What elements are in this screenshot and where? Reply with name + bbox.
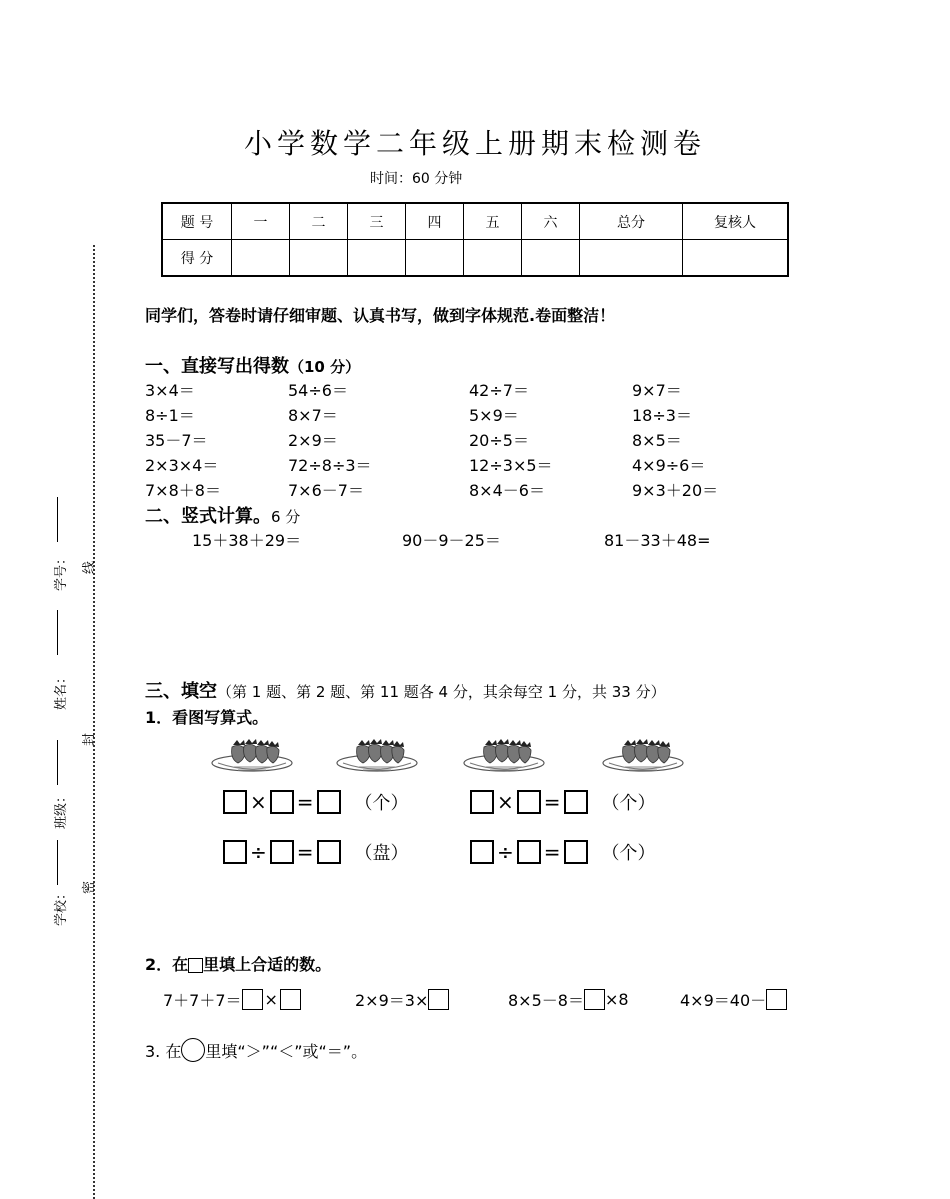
q1-left-multiply-row [223,789,409,815]
seal-feng: 封 [82,732,98,747]
q2-label [145,952,331,975]
q2-p1-text: 7＋7＋7＝ [163,991,242,1010]
section1-r2c3: 5×9＝ [469,406,519,425]
table-cell: 总分 [580,203,683,240]
name-blank [57,610,58,655]
section1-r1c4: 9×7＝ [632,381,682,400]
q1-right-divide-row [470,839,656,865]
answer-box[interactable] [517,790,541,814]
table-cell: 题 号 [162,203,232,240]
plate-3 [464,739,544,771]
answer-box[interactable] [470,790,494,814]
section1-points: （10 分） [289,358,361,376]
unit-label: （盘） [354,843,409,864]
section1-r4c3: 12÷3×5＝ [469,456,553,475]
section1-r4c2: 72÷8÷3＝ [288,456,372,475]
answer-box[interactable] [223,840,247,864]
section3-title: 三、填空 [145,681,217,702]
table-cell: 复核人 [683,203,789,240]
q2-p3-text: 8×5－8＝ [508,991,584,1010]
equals-sign: = [296,790,314,814]
answer-box[interactable] [280,989,301,1010]
q2-label-prefix: 2．在 [145,955,189,974]
score-cell [683,240,789,277]
q2-problem-4 [680,988,787,1011]
section1-r3c2: 2×9＝ [288,431,338,450]
q3-prefix: 3. 在 [145,1041,182,1061]
q3-suffix: 里填“＞”“＜”或“＝”。 [205,1041,368,1061]
section3-points: （第 1 题、第 2 题、第 11 题各 4 分，其余每空 1 分，共 33 分） [217,683,666,701]
q2-p3-op: ×8 [604,990,629,1009]
q1-label: 1．看图写算式。 [145,708,269,727]
section1-r2c4: 18÷3＝ [632,406,692,425]
section1-r2c2: 8×7＝ [288,406,338,425]
seal-xian: 线 [82,560,98,575]
score-cell [232,240,290,277]
answer-box[interactable] [584,989,605,1010]
times-sign: × [250,790,267,814]
unit-label: （个） [601,793,656,814]
times-sign: × [497,790,514,814]
equals-sign: = [543,790,561,814]
section2-problem-2: 90－9－25＝ [402,531,501,550]
table-cell: 得 分 [162,240,232,277]
school-label: 学校： [54,886,70,927]
answer-box[interactable] [223,790,247,814]
section2-problem-3: 81－33＋48= [604,531,711,550]
q1-right-multiply-row [470,789,656,815]
student-id-label: 学号： [54,551,70,592]
school-blank [57,840,58,885]
table-cell: 六 [522,203,580,240]
answer-box[interactable] [317,790,341,814]
table-cell: 二 [290,203,348,240]
student-id-blank [57,497,58,542]
section2-title: 二、竖式计算。 [145,506,271,527]
class-blank [57,740,58,785]
unit-label: （个） [354,793,409,814]
answer-box[interactable] [428,989,449,1010]
section1-r3c4: 8×5＝ [632,431,682,450]
section1-r2c1: 8÷1＝ [145,406,195,425]
answer-box[interactable] [517,840,541,864]
q2-problem-3 [508,988,629,1011]
plate-2 [337,739,417,771]
q2-p2-text: 2×9＝3× [355,991,429,1010]
answer-box[interactable] [564,790,588,814]
section1-r5c3: 8×4－6＝ [469,481,545,500]
answer-box[interactable] [270,790,294,814]
section1-heading [145,352,360,378]
score-cell [522,240,580,277]
name-label: 姓名： [54,670,70,711]
answer-box[interactable] [564,840,588,864]
divide-sign: ÷ [497,840,514,864]
q1-left-divide-row [223,839,409,865]
section3-heading [145,677,666,703]
table-cell: 三 [348,203,406,240]
q3-label [145,1038,367,1062]
score-table-header-row [162,203,788,240]
section2-problem-1: 15＋38＋29＝ [192,531,302,550]
answer-box[interactable] [470,840,494,864]
section1-r1c2: 54÷6＝ [288,381,348,400]
section1-r1c1: 3×4＝ [145,381,195,400]
score-cell [464,240,522,277]
score-cell [348,240,406,277]
page-title: 小学数学二年级上册期末检测卷 [243,127,706,160]
plate-4 [603,739,683,771]
answer-box[interactable] [242,989,263,1010]
strawberry-plates-illustration [210,735,690,780]
section1-r5c4: 9×3＋20＝ [632,481,719,500]
equals-sign: = [543,840,561,864]
seal-mi: 密 [82,880,98,895]
section1-r5c1: 7×8＋8＝ [145,481,221,500]
score-cell [290,240,348,277]
q2-problem-2 [355,988,449,1011]
table-cell: 四 [406,203,464,240]
section2-points: 6 分 [271,508,301,526]
table-cell: 五 [464,203,522,240]
q2-problem-1 [163,988,301,1011]
q2-p4-text: 4×9＝40－ [680,991,767,1010]
section2-heading [145,502,300,528]
section1-r5c2: 7×6－7＝ [288,481,364,500]
divide-sign: ÷ [250,840,267,864]
answer-box[interactable] [270,840,294,864]
answer-box[interactable] [766,989,787,1010]
circle-symbol [181,1038,205,1062]
score-table [161,202,789,277]
plate-1 [212,739,292,771]
score-table-score-row [162,240,788,277]
section1-r3c1: 35－7＝ [145,431,208,450]
score-cell [580,240,683,277]
class-label: 班级： [54,789,70,830]
table-cell: 一 [232,203,290,240]
score-cell [406,240,464,277]
notice-text: 同学们，答卷时请仔细审题、认真书写，做到字体规范.卷面整洁！ [145,306,616,325]
equals-sign: = [296,840,314,864]
binding-dotted-line [93,245,95,1199]
section1-r3c3: 20÷5＝ [469,431,529,450]
section1-r4c4: 4×9÷6＝ [632,456,706,475]
box-symbol [188,958,203,973]
answer-box[interactable] [317,840,341,864]
q2-p1-op: × [264,990,278,1009]
q2-label-suffix: 里填上合适的数。 [203,955,332,974]
unit-label: （个） [601,843,656,864]
section1-r4c1: 2×3×4＝ [145,456,219,475]
section1-r1c3: 42÷7＝ [469,381,529,400]
time-limit: 时间：60 分钟 [370,171,463,187]
section1-title: 一、直接写出得数 [145,356,289,377]
